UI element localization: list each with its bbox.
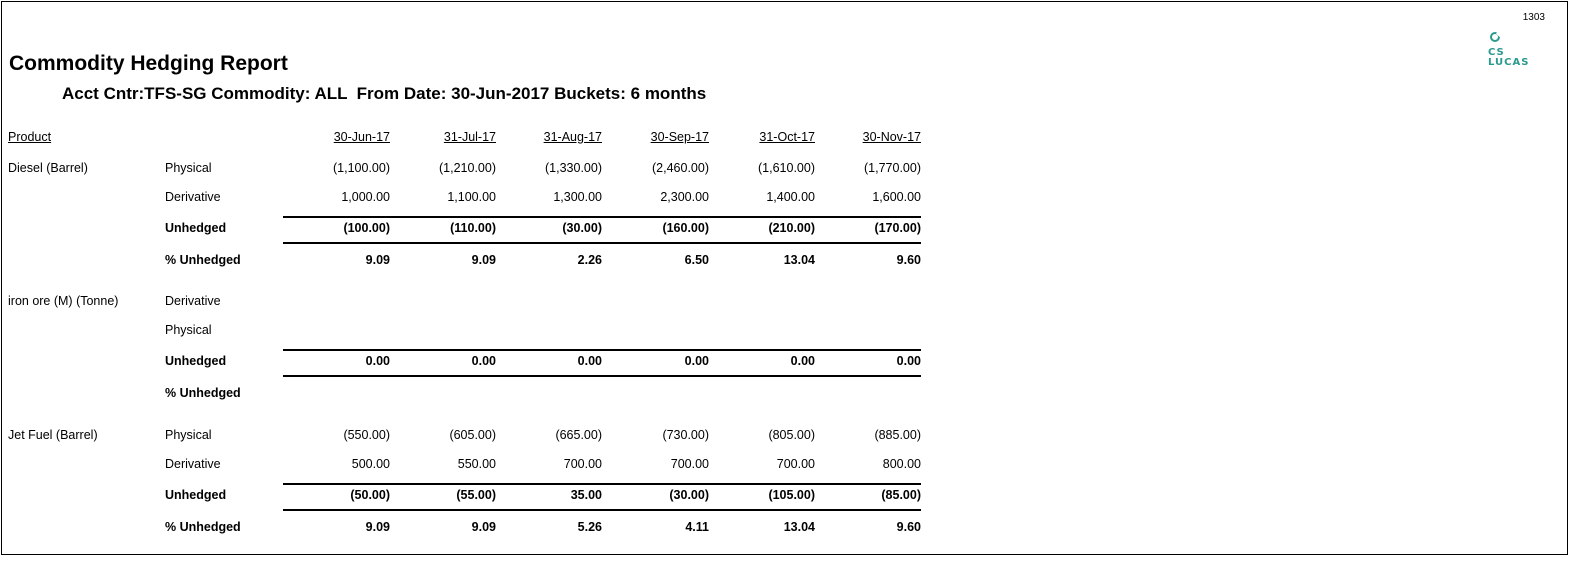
value-cell: 6.50 bbox=[684, 253, 709, 267]
logo-text-line2: LUCAS bbox=[1488, 57, 1530, 68]
value-cell: (1,330.00) bbox=[545, 161, 602, 175]
value-cell: (1,770.00) bbox=[864, 161, 921, 175]
value-cell: 0.00 bbox=[365, 354, 390, 368]
value-cell: 2.26 bbox=[577, 253, 602, 267]
value-cell: 9.60 bbox=[896, 520, 921, 534]
value-cell: 1,000.00 bbox=[341, 190, 390, 204]
value-cell: (100.00) bbox=[343, 221, 390, 235]
date-column-header: 31-Oct-17 bbox=[759, 130, 815, 144]
value-cell: 4.11 bbox=[685, 520, 709, 534]
row-label: Physical bbox=[165, 161, 212, 175]
total-rule-top bbox=[283, 483, 921, 485]
row-label: % Unhedged bbox=[165, 520, 241, 534]
page-number: 1303 bbox=[1522, 12, 1545, 23]
product-name: Jet Fuel (Barrel) bbox=[8, 428, 98, 442]
total-rule-bottom bbox=[283, 242, 921, 244]
value-cell: (805.00) bbox=[768, 428, 815, 442]
value-cell: (550.00) bbox=[343, 428, 390, 442]
row-label: Physical bbox=[165, 428, 212, 442]
value-cell: 0.00 bbox=[790, 354, 815, 368]
value-cell: 9.60 bbox=[896, 253, 921, 267]
row-label: Unhedged bbox=[165, 221, 227, 235]
value-cell: (55.00) bbox=[456, 488, 496, 502]
value-cell: 700.00 bbox=[563, 457, 602, 471]
row-label: Derivative bbox=[165, 190, 221, 204]
report-subtitle: Acct Cntr:TFS-SG Commodity: ALL From Date: 30-Jun-2017 Buckets: 6 months bbox=[62, 84, 707, 103]
date-column-header: 31-Jul-17 bbox=[443, 130, 496, 144]
row-label: Physical bbox=[165, 323, 212, 337]
value-cell: 9.09 bbox=[365, 520, 390, 534]
value-cell: (85.00) bbox=[881, 488, 921, 502]
value-cell: (210.00) bbox=[768, 221, 815, 235]
value-cell: (2,460.00) bbox=[652, 161, 709, 175]
value-cell: 9.09 bbox=[365, 253, 390, 267]
row-label: % Unhedged bbox=[165, 386, 241, 400]
value-cell: 700.00 bbox=[670, 457, 709, 471]
report-title: Commodity Hedging Report bbox=[9, 52, 288, 75]
date-column-header: 30-Jun-17 bbox=[333, 130, 390, 144]
date-column-header: 30-Sep-17 bbox=[650, 130, 709, 144]
value-cell: (50.00) bbox=[350, 488, 390, 502]
logo-text bbox=[1488, 48, 1529, 68]
total-rule-bottom bbox=[283, 509, 921, 511]
row-label: Derivative bbox=[165, 457, 221, 471]
value-cell: (665.00) bbox=[555, 428, 602, 442]
row-label: % Unhedged bbox=[165, 253, 241, 267]
row-label: Derivative bbox=[165, 294, 221, 308]
value-cell: (1,210.00) bbox=[439, 161, 496, 175]
value-cell: (160.00) bbox=[662, 221, 709, 235]
logo-ring-icon bbox=[1490, 32, 1500, 42]
value-cell: 5.26 bbox=[577, 520, 602, 534]
logo-text-line1: CS bbox=[1488, 47, 1505, 58]
value-cell: 0.00 bbox=[684, 354, 709, 368]
value-cell: 500.00 bbox=[351, 457, 390, 471]
row-label: Unhedged bbox=[165, 354, 227, 368]
total-rule-top bbox=[283, 349, 921, 351]
value-cell: (170.00) bbox=[874, 221, 921, 235]
value-cell: (30.00) bbox=[562, 221, 602, 235]
value-cell: 9.09 bbox=[471, 520, 496, 534]
value-cell: (605.00) bbox=[449, 428, 496, 442]
value-cell: 0.00 bbox=[577, 354, 602, 368]
product-column-header: Product bbox=[8, 130, 52, 144]
value-cell: 2,300.00 bbox=[660, 190, 709, 204]
value-cell: 800.00 bbox=[882, 457, 921, 471]
value-cell: (105.00) bbox=[768, 488, 815, 502]
value-cell: (1,100.00) bbox=[333, 161, 390, 175]
value-cell: 1,600.00 bbox=[872, 190, 921, 204]
product-name: Diesel (Barrel) bbox=[8, 161, 88, 175]
date-column-header: 31-Aug-17 bbox=[543, 130, 602, 144]
value-cell: 1,100.00 bbox=[447, 190, 496, 204]
value-cell: (30.00) bbox=[669, 488, 709, 502]
value-cell: (730.00) bbox=[662, 428, 709, 442]
value-cell: 0.00 bbox=[896, 354, 921, 368]
value-cell: 9.09 bbox=[471, 253, 496, 267]
value-cell: 35.00 bbox=[570, 488, 602, 502]
value-cell: 13.04 bbox=[783, 520, 815, 534]
value-cell: 550.00 bbox=[457, 457, 496, 471]
row-label: Unhedged bbox=[165, 488, 227, 502]
date-column-header: 30-Nov-17 bbox=[862, 130, 921, 144]
value-cell: 1,400.00 bbox=[766, 190, 815, 204]
value-cell: 0.00 bbox=[471, 354, 496, 368]
report-page bbox=[1, 1, 1568, 555]
value-cell: 700.00 bbox=[776, 457, 815, 471]
value-cell: (885.00) bbox=[874, 428, 921, 442]
value-cell: (110.00) bbox=[450, 221, 496, 235]
value-cell: 13.04 bbox=[783, 253, 815, 267]
value-cell: (1,610.00) bbox=[758, 161, 815, 175]
product-name: iron ore (M) (Tonne) bbox=[8, 294, 119, 308]
value-cell: 1,300.00 bbox=[553, 190, 602, 204]
cs-lucas-logo bbox=[1487, 32, 1547, 76]
total-rule-bottom bbox=[283, 375, 921, 377]
total-rule-top bbox=[283, 216, 921, 218]
